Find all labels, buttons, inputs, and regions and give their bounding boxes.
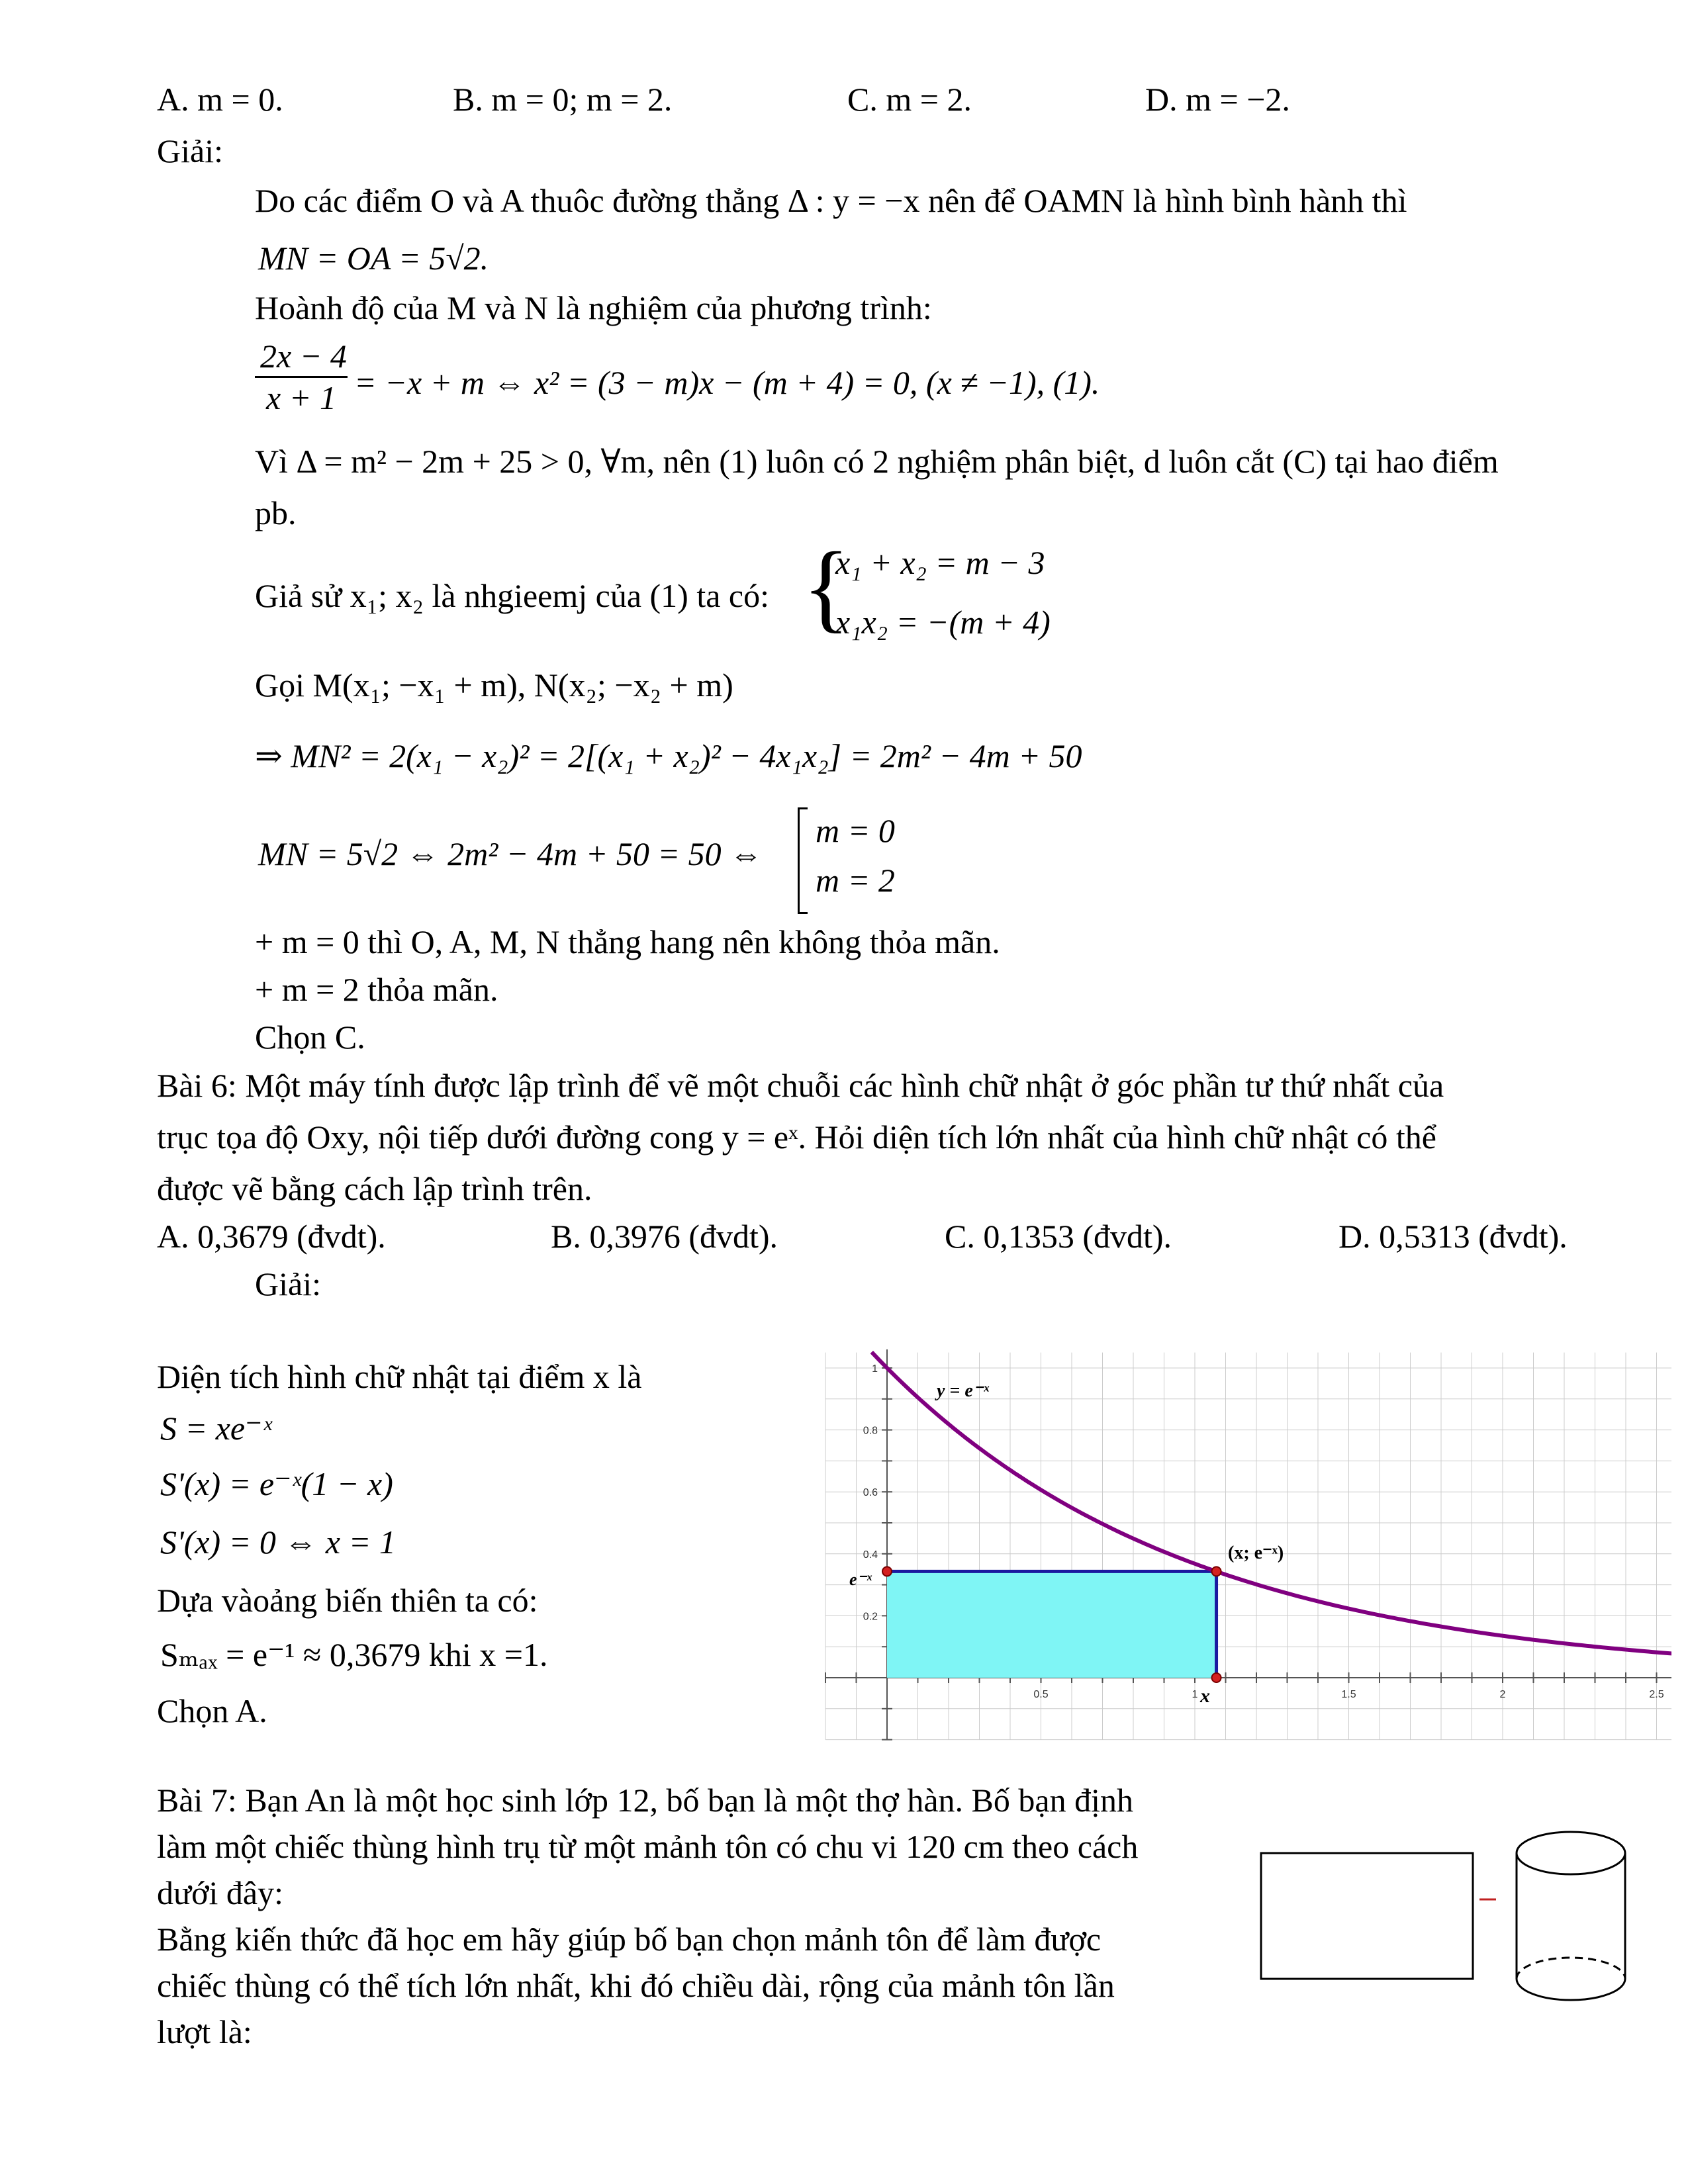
q6-sol-line3: S'(x) = e⁻ˣ(1 − x) — [160, 1465, 393, 1502]
metal-sheet-rect — [1261, 1853, 1473, 1979]
q6-choice: Chọn A. — [157, 1692, 267, 1729]
q7-line2: làm một chiếc thùng hình trụ từ một mảnh tôn có chu vi 120 cm theo cách — [157, 1828, 1139, 1865]
x-axis-label: x — [1200, 1685, 1210, 1707]
q5-choice: Chọn C. — [255, 1019, 365, 1056]
fraction-denominator: x + 1 — [266, 379, 336, 416]
q6-option-a: A. 0,3679 (đvdt). — [157, 1218, 386, 1255]
q7-line6: lượt là: — [157, 2013, 252, 2050]
cases-bracket — [798, 807, 808, 914]
q6-line3: được vẽ bằng cách lập trình trên. — [157, 1170, 592, 1207]
q6-option-b: B. 0,3976 (đvdt). — [551, 1218, 778, 1255]
q5-sol-line9: ⇒ MN² = 2(x₁ − x₂)² = 2[(x₁ + x₂)² − 4x₁x₂] = 2m² − 4m + 50 — [255, 737, 1082, 774]
q5-option-d: D. m = −2. — [1145, 81, 1290, 118]
q6-sol-line4: S'(x) = 0 ⇔ x = 1 — [160, 1524, 396, 1561]
x-tick-label: 1 — [1192, 1689, 1198, 1700]
q5-sol-equation: = −x + m ⇔ x² = (3 − m)x − (m + 4) = 0, (x ≠ −1), (1). — [354, 364, 1100, 401]
y-tick-label: 0.6 — [863, 1487, 878, 1499]
q5-sol-line2: MN = OA = 5√2. — [258, 240, 489, 277]
sheet-cylinder-figure — [1254, 1813, 1645, 2012]
q5-option-c: C. m = 2. — [847, 81, 972, 118]
q5-sol-line12: + m = 2 thỏa mãn. — [255, 971, 498, 1008]
q7-line1: Bài 7: Bạn An là một học sinh lớp 12, bố bạn là một thợ hàn. Bố bạn định — [157, 1782, 1133, 1819]
q7-line4: Bằng kiến thức đã học em hãy giúp bố bạn chọn mảnh tôn để làm được — [157, 1921, 1102, 1958]
q5-sol-line3: Hoành độ của M và N là nghiệm của phương trình: — [255, 289, 932, 326]
q6-line2: trục tọa độ Oxy, nội tiếp dưới đường cong y = eˣ. Hỏi diện tích lớn nhất của hình chữ nhật có thể — [157, 1118, 1436, 1156]
q6-sol-line5: Dựa vàoảng biến thiên ta có: — [157, 1582, 538, 1619]
fraction-numerator: 2x − 4 — [255, 336, 348, 378]
x-tick-label: 2 — [1499, 1689, 1506, 1700]
q6-option-d: D. 0,5313 (đvdt). — [1338, 1218, 1568, 1255]
q5-option-a: A. m = 0. — [157, 81, 283, 118]
q5-sol-line6: pb. — [255, 494, 297, 531]
chart-point — [1212, 1673, 1221, 1682]
area-rectangle — [887, 1571, 1217, 1678]
q5-sol-line1: Do các điểm O và A thuôc đường thẳng Δ : y = −x nên để OAMN là hình bình hành thì — [255, 182, 1407, 219]
q6-sol-line2: S = xe⁻ˣ — [160, 1410, 272, 1447]
curve-label: y = e⁻ˣ — [937, 1381, 990, 1401]
system-eq1: x₁ + x₂ = m − 3 — [835, 544, 1045, 581]
case-m0: m = 0 — [816, 812, 895, 849]
y-tick-label: 0.2 — [863, 1611, 878, 1623]
y-tick-label: 0.4 — [863, 1549, 878, 1561]
exp-decay-chart — [811, 1330, 1671, 1747]
x-tick-label: 2.5 — [1649, 1689, 1664, 1700]
q5-option-b: B. m = 0; m = 2. — [453, 81, 673, 118]
q6-sol-line1: Diện tích hình chữ nhật tại điểm x là — [157, 1358, 642, 1395]
case-m2: m = 2 — [816, 862, 895, 899]
q6-option-c: C. 0,1353 (đvdt). — [945, 1218, 1172, 1255]
q5-sol-line10: MN = 5√2 ⇔ 2m² − 4m + 50 = 50 ⇔ — [258, 835, 763, 872]
chart-marks — [872, 1352, 1671, 1682]
chart-point — [882, 1567, 892, 1576]
chart-point — [1212, 1567, 1221, 1576]
q5-sol-line5: Vì Δ = m² − 2m + 25 > 0, ∀m, nên (1) luôn có 2 nghiệm phân biệt, d luôn cắt (C) tại hao điểm — [255, 443, 1499, 480]
q6-line1: Bài 6: Một máy tính được lập trình để vẽ một chuỗi các hình chữ nhật ở góc phần tư thứ nhất của — [157, 1067, 1444, 1104]
y-tick-label: 1 — [872, 1363, 878, 1375]
system-eq2: x₁x₂ = −(m + 4) — [835, 604, 1051, 641]
q5-fraction — [255, 336, 348, 418]
y-tick-label: 0.8 — [863, 1425, 878, 1437]
x-tick-label: 0.5 — [1033, 1689, 1049, 1700]
q5-sol-line11: + m = 0 thì O, A, M, N thẳng hang nên không thỏa mãn. — [255, 923, 1000, 960]
solution-label: Giải: — [157, 132, 223, 169]
cylinder-shape — [1517, 1832, 1625, 2000]
q7-line5: chiếc thùng có thể tích lớn nhất, khi đó chiều dài, rộng của mảnh tôn lần — [157, 1967, 1115, 2004]
system-brace: { — [802, 532, 850, 642]
x-tick-label: 1.5 — [1341, 1689, 1356, 1700]
point-label: (x; e⁻ˣ) — [1228, 1543, 1284, 1563]
y-marker-label: e⁻ˣ — [849, 1570, 872, 1589]
q5-sol-line7: Giả sử x₁; x₂ là nhgieemj của (1) ta có: — [255, 577, 770, 614]
q5-sol-line8: Gọi M(x₁; −x₁ + m), N(x₂; −x₂ + m) — [255, 666, 733, 704]
q6-sol-line6: Sₘₐₓ = e⁻¹ ≈ 0,3679 khi x =1. — [160, 1636, 548, 1673]
q6-solution-label: Giải: — [255, 1265, 321, 1302]
q7-line3: dưới đây: — [157, 1874, 284, 1911]
